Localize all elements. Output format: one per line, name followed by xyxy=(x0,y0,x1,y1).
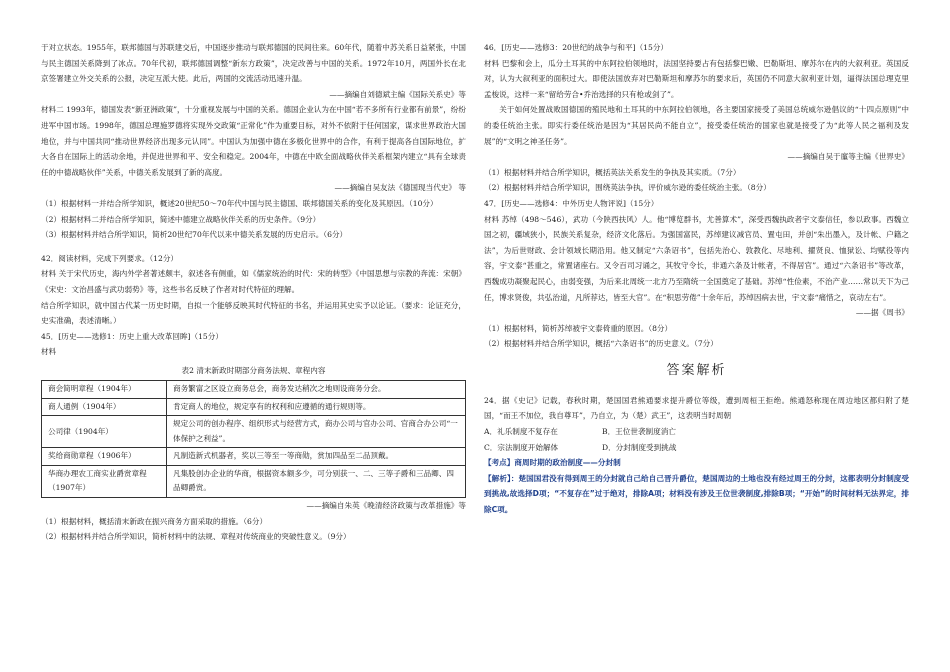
question-item: （2）根据材料并结合所学知识，简析材料中的法规、章程对传统商业的突破性意义。（9分） xyxy=(41,532,351,542)
regulations-table xyxy=(41,380,466,498)
question-42-material: 材料 关于宋代历史，海内外学者著述颇丰，叙述各有侧重，如《儒家统治的时代：宋的转型》《中国思想与宗教的奔流：宋朝》《宋史：文治昌盛与武功弱势》等，这些书名反映了作者对时代特征的理解。 xyxy=(41,269,466,294)
table-cell: 凡集股创办企业的华商，根据资本额多少，可分别获一、二、三等子爵和三品卿、四品卿爵赏。 xyxy=(167,465,466,497)
question-item: （1）根据材料并结合所学知识，概括英法关系发生的争执及其实质。（7分） xyxy=(484,167,741,177)
table-row xyxy=(42,465,466,497)
test-point: 【考点】商周时期的政治制度——分封制 xyxy=(484,458,621,468)
table-cell: 规定公司的创办程序、组织形式与经营方式，商办公司与官办公司、官商合办公司“一体保护之利益”。 xyxy=(167,416,466,448)
option-c: C．宗法制度开始解体 xyxy=(484,442,559,452)
table-cell: 奖给商勋章程（1906年） xyxy=(42,448,167,466)
table-row xyxy=(42,448,466,466)
table-cell: 肯定商人的地位，规定享有的权利和应遵循的通行规则等。 xyxy=(167,398,466,416)
table-row xyxy=(42,398,466,416)
table-cell: 商会简明章程（1904年） xyxy=(42,381,167,399)
source-citation: ——摘编自刘德斌主编《国际关系史》等 xyxy=(329,89,466,99)
source-citation: ——摘编自吴于廑等主编《世界史》 xyxy=(787,152,909,162)
source-citation: ——摘编自朱英《晚清经济政策与改革措施》等 xyxy=(306,500,466,510)
question-item: （1）根据材料，简析苏绰被宇文泰倚重的原因。（8分） xyxy=(484,323,673,333)
question-24: 24．据《史记》记载，春秋时期，楚国国君熊通要求提升爵位等级，遭到周桓王拒绝。熊通怒称现在周边地区都归附了楚国，“而王不加位，我自尊耳”，乃自立，为（楚）武王”，这表明当时周朝 xyxy=(484,395,909,421)
left-column xyxy=(41,40,466,545)
question-47-material: 材料 苏绰（498～546），武功（今陕西扶风）人。他“博览群书，尤善算术”，深受西魏执政者宇文泰信任，参以政事。西魏立国之初，疆域狭小，民族关系复杂，经济文化落后。为强国富民，苏绰建议减官员、置屯田，并创“朱出墨入，及计帐、户籍之法”，为后世财政、会计领域长期沿用。他又制定“六条诏书”，包括先治心、敦教化、尽地利、擢贤良、恤狱讼、均赋役等内容，宇文泰“甚重之，常置诸座右。又令百司习诵之，其牧守令长，非通六条及计帐者，不得居官”。通过“六条诏书”等改革，西魏成功凝聚起民心，由弱变强，为后来北周统一北方乃至隋统一全国奠定了基础。苏绰“性俭素，不治产业……常以天下为己任，博求贤俊，共弘治道，凡所荐达，皆至大官”。在“积思劳倦”十余年后，苏绰因病去世，宇文泰“痛惜之，哀动左右”。 xyxy=(484,214,909,302)
question-item: （2）根据材料二并结合所学知识，简述中德建立战略伙伴关系的历史条件。（9分） xyxy=(41,214,321,224)
table-cell: 公司律（1904年） xyxy=(42,416,167,448)
source-citation: ——据《周书》 xyxy=(855,308,909,318)
analysis-text: 【解析】：楚国国君没有得到周王的分封就自己给自己晋升爵位，楚国周边的土地也没有经过周王的分封，这都表明分封制度受到挑战,故选择D项；“不复存在”过于绝对，排除A项；材料没有涉及王位世袭制度,排除B项；“开始”的时间材料无法界定，排除C项。 xyxy=(484,473,909,515)
question-45-title: 45．[历史——选修1：历史上重大改革回眸]（15分） xyxy=(41,331,223,341)
source-citation: ——摘编自吴友法《德国现当代史》 等 xyxy=(334,183,466,193)
table-caption: 表2 清末新政时期部分商务法规、章程内容 xyxy=(181,365,326,375)
answer-options xyxy=(484,424,909,440)
right-column xyxy=(484,40,909,518)
table-row xyxy=(42,381,466,399)
option-d: D．分封制度受到挑战 xyxy=(602,442,677,452)
material-label: 材料 xyxy=(41,347,57,357)
answer-section-heading: 答案解析 xyxy=(666,362,727,378)
table-row xyxy=(42,416,466,448)
question-item: （1）根据材料一并结合所学知识，概述20世纪50～70年代中国与民主德国、联邦德国关系的变化及其原因。（10分） xyxy=(41,198,438,208)
question-47-title: 47．[历史——选修4：中外历史人物评说]（15分） xyxy=(484,198,659,208)
material-two: 材料二 1993年，德国发表“新亚洲政策”，十分重视发展与中国的关系。德国企业认为在中国“若不多所有行业都有前景”，纷纷进军中国市场。1998年，德国总理施罗德将实现外交政策“正常化”作为重要目标，对外不依附于任何国家，谋求世界政治大国地位，并与中国共同“推动世界经济出现多元认同”。中国认为加强中德在多极化世界中的合作，有利于提高各自国际地位，扩大各自在国际上的活动余地，并促进世界和平、安全和稳定。2004年，中德在中欧全面战略伙伴关系框架内建立“具有全球责任的中德战略伙伴”关系，中德关系发展到了新的高度。 xyxy=(41,105,466,177)
option-a: A．礼乐制度不复存在 xyxy=(484,427,558,437)
question-42-requirement: 结合所学知识，就中国古代某一历史时期，自拟一个能够反映其时代特征的书名，并运用其史实予以论证。（要求：论证充分，史实准确，表述清晰。） xyxy=(41,300,466,326)
question-42-title: 42．阅读材料，完成下列要求。（12分） xyxy=(41,253,179,263)
question-46-title: 46．[历史——选修3：20世纪的战争与和平]（15分） xyxy=(484,43,669,52)
question-46-material: 关于如何处置战败国德国的殖民地和土耳其的中东阿拉伯领地，各主要国家接受了美国总统威尔逊倡议的“十四点原则”中的委任统治主张。即实行委任统治是因为“其居民尚不能自立”，接受委任统治的国家也就是接受了为“此等人民之福利及发展”的“文明之神圣任务”。 xyxy=(484,105,909,146)
question-item: （2）根据材料并结合所学知识，围绕英法争执，评价威尔逊的委任统治主张。（8分） xyxy=(484,183,771,193)
question-item: （1）根据材料，概括清末新政在振兴商务方面采取的措施。（6分） xyxy=(41,516,268,526)
question-item: （3）根据材料并结合所学知识，简析20世纪70年代以来中德关系发展的历史启示。（6分） xyxy=(41,230,348,240)
question-item: （2）根据材料并结合所学知识，概括“六条诏书”的历史意义。（7分） xyxy=(484,339,718,349)
option-b: B．王位世袭制度消亡 xyxy=(602,427,676,437)
table-cell: 凡制造新式机器者，奖以三等至一等商勋，赏加四品至二品顶戴。 xyxy=(167,448,466,466)
table-cell: 华商办理农工商实业爵赏章程（1907年） xyxy=(42,465,167,497)
table-cell: 商人通例（1904年） xyxy=(42,398,167,416)
question-46-material: 材料 巴黎和会上，瓜分土耳其的中东阿拉伯领地时，法国坚持要占有包括黎巴嫩、巴勒斯坦、摩苏尔在内的大叙利亚。英国反对，认为大叙利亚的面积过大。即使法国放弃对巴勒斯坦和摩苏尔的要求后，英国仍不同意大叙利亚计划，逼得法国总理克里孟梭说，这样一来“留给劳合•乔治选择的只有枪或剑了”。 xyxy=(484,58,909,99)
material-one-tail: 于对立状态。1955年，联邦德国与苏联建交后，中国逐步推动与联邦德国的民间往来。60年代，随着中苏关系日益紧张，中国与民主德国关系降到了冰点。70年代初，联邦德国调整“新东方政策”，决定改善与中国的关系。1972年10月，两国外长在北京签署建立外交关系的公报，决定互派大使。此后，两国的交流活动迅速升温。 xyxy=(41,43,466,84)
table-cell: 商务繁富之区设立商务总会，商务发达稍次之地则设商务分会。 xyxy=(167,381,466,399)
answer-options xyxy=(484,440,909,456)
